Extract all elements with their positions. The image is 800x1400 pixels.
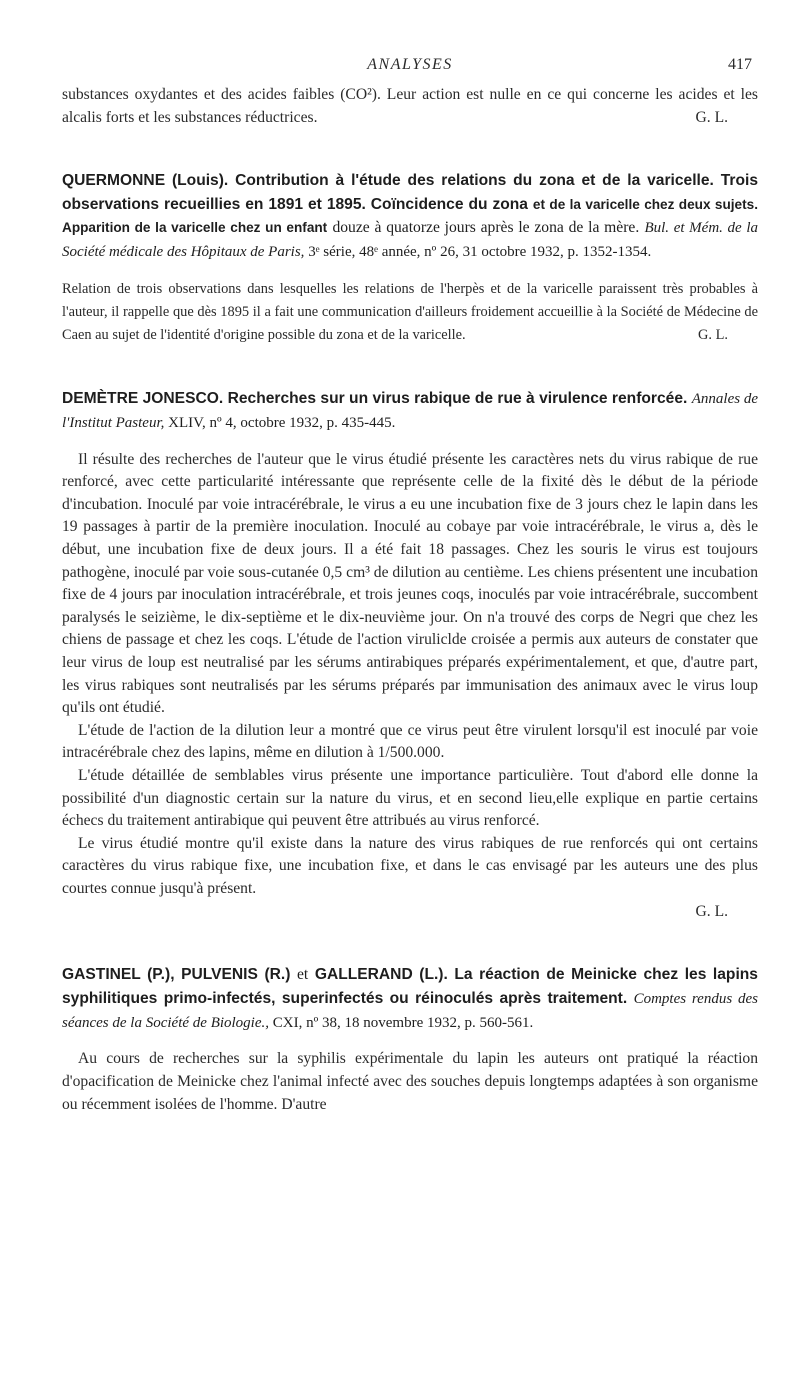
review-author: GALLERAND (L.). <box>314 966 448 984</box>
review-jonesco <box>62 387 758 923</box>
review-author: PULVENIS (R.) <box>181 966 291 984</box>
review-source-journal: Bul. et Mém. de la Société médicale des Hôpitaux de Paris, <box>62 220 759 261</box>
review-paragraph: Le virus étudié montre qu'il existe dans la nature des virus rabiques de rue renforcés qui ont certains caractères du virus rabique fixe, une incubation fixe, et dans le cas envisagé par les auteurs une des plus courtes connue jusqu'à présent. <box>62 834 758 897</box>
top-fragment-text: substances oxydantes et des acides faibles (CO²). Leur action est nulle en ce qui concerne les acides et les alcalis forts et les substances réductrices. <box>62 86 758 126</box>
review-heading <box>62 963 758 1035</box>
review-paragraph: Il résulte des recherches de l'auteur que le virus étudié présente les caractères nets du virus rabique de rue renforcé, avec cette particularité intéressante que représente celle de la fixité dès le début de la période d'incubation. Inoculé par voie intracérébrale, le virus a eu une incubation fixe de 3 jours chez le lapin dans les 19 passages à partir de la première inoculation. Inoculé au cobaye par voie intracérébrale, le virus a, dès le début, une incubation fixe de deux jours. Il a été fait 18 passages. Chez les souris le virus est toujours pathogène, inoculé par voie sous-cutanée 0,5 cm³ de dilution au centième. Les chiens présentent une incubation fixe de 4 jours par inoculation intracérébrale, et trois jeunes coqs, inoculés par voie intracérébrale, succombent paralysés le seizième, le dix-septième et le dix-neuvième jour. On n'a trouvé des corps de Negri que chez les chiens de passage et chez les coqs. L'étude de l'action viruliclde croisée a permis aux auteurs de constater que leur virus de loup est neutralisé par les sérums antirabiques préparés expérimentalement, et que, d'autre part, les virus rabiques sont neutralisés par les sérums préparés par immunisation des animaux avec le virus loup qu'ils ont étudié. <box>62 450 758 717</box>
review-heading <box>62 387 758 436</box>
running-title: ANALYSES <box>367 56 453 73</box>
review-paragraph: L'étude de l'action de la dilution leur a montré que ce virus peut être virulent lorsqu'il est inoculé par voie intracérébrale chez des lapins, même en dilution à 1/500.000. <box>62 721 758 762</box>
review-heading <box>62 169 758 265</box>
page-number: 417 <box>728 56 752 73</box>
review-source-journal: Comptes rendus des séances de la Société de Biologie., <box>62 990 758 1031</box>
review-authors: QUERMONNE (Louis). <box>62 172 229 190</box>
review-signature: G. L. <box>698 326 728 343</box>
review-title: La réaction de Meinicke chez les lapins syphilitiques primo-infectés, superinfectés ou réinoculés après traitement. <box>62 966 758 1007</box>
review-body: Relation de trois observations dans lesquelles les relations de l'herpès et de la varicelle paraissent très probables à l'auteur, il rappelle que dès 1895 il a fait une communication d'ailleurs froidement accueillie à la Société de Médecine de Caen au sujet de l'identité d'origine possible du zona et de la varicelle. <box>62 280 758 343</box>
journal-page <box>62 50 758 1116</box>
review-author: GASTINEL (P.), <box>62 966 175 984</box>
review-title: Recherches sur un virus rabique de rue à virulence renforcée. <box>227 389 688 407</box>
review-title-main: Contribution à l'étude des relations du zona et de la varicelle. Trois observations recueillies en 1891 et 1895. Coïncidence du zona <box>62 172 758 213</box>
running-head <box>62 50 758 84</box>
review-source-journal: Annales de l'Institut Pasteur, <box>62 390 759 432</box>
review-gastinel <box>62 963 758 1116</box>
review-source-details: CXI, nº 38, 18 novembre 1932, p. 560-561. <box>272 1014 534 1031</box>
top-fragment <box>62 84 758 129</box>
review-signature: G. L. <box>695 902 728 920</box>
review-title-small: et de la varicelle chez deux sujets. Apparition de la varicelle chez un enfant <box>62 196 758 235</box>
review-source-details: XLIV, nº 4, octobre 1932, p. 435-445. <box>168 415 396 432</box>
review-paragraph: L'étude détaillée de semblables virus présente une importance particulière. Tout d'abord elle donne la possibilité d'un diagnostic certain sur la nature du virus, et en second lieu,elle explique en partie certains échecs du traitement antirabique qui peuvent être attribués au virus renforcé. <box>62 766 758 830</box>
review-body: Au cours de recherches sur la syphilis expérimentale du lapin les auteurs ont pratiqué la réaction d'opacification de Meinicke chez l'animal infecté avec des souches depuis longtemps adaptées à son organisme ou récemment isolées de l'homme. D'autre <box>62 1050 758 1113</box>
review-source-details: 3ᵉ série, 48ᵉ année, nº 26, 31 octobre 1932, p. 1352-1354. <box>308 244 652 261</box>
review-authors: DEMÈTRE JONESCO. <box>62 389 224 407</box>
review-title-big: douze à quatorze jours après le zona de la mère. <box>332 219 640 236</box>
top-fragment-signature: G. L. <box>695 108 728 126</box>
review-quermonne <box>62 169 758 347</box>
review-conjunction: et <box>297 966 309 984</box>
